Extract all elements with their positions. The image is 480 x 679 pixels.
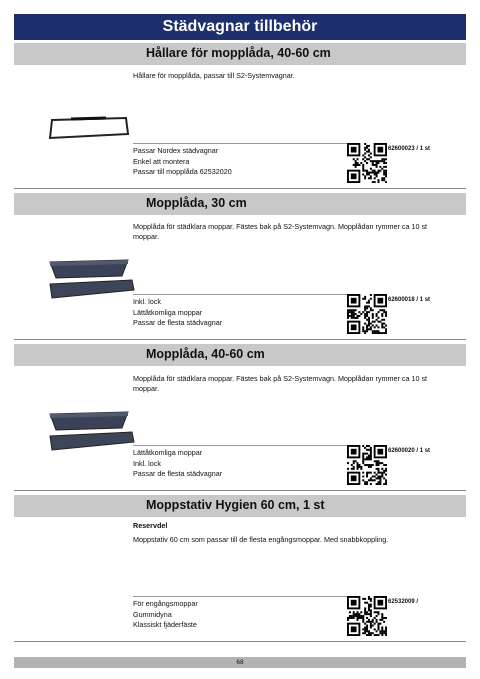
feature-item: Passar Nordex städvagnar (133, 146, 219, 155)
feature-item: Lättåtkomliga moppar (133, 448, 203, 457)
feature-item: Enkel att montera (133, 156, 190, 166)
product-section (14, 495, 466, 517)
mop-box-image (36, 252, 136, 304)
holder-frame-image (36, 112, 136, 144)
page-footer (14, 657, 466, 668)
feature-list (133, 294, 353, 329)
feature-item: Klassiskt fjäderfäste (133, 620, 197, 629)
article-number: 62600020 / 1 st (388, 448, 431, 454)
product-description: Mopplåda för städklara moppar. Fästes bak på S2-Systemvagn. Mopplådan rymmer ca 10 st moppar. (133, 222, 428, 241)
article-number: 62532009 / (388, 599, 419, 605)
feature-list (133, 143, 353, 178)
feature-item: Gummidyna (133, 609, 172, 619)
section-divider (14, 188, 466, 189)
feature-item: Inkl. lock (133, 297, 161, 306)
feature-list (133, 445, 353, 480)
product-description: Hållare för mopplåda, passar till S2-Systemvagnar. (133, 71, 295, 80)
feature-item: För engångsmoppar (133, 599, 198, 608)
section-divider (14, 490, 466, 491)
product-title: Mopplåda, 30 cm (146, 196, 247, 210)
feature-item: Inkl. lock (133, 458, 161, 468)
feature-list (133, 596, 353, 631)
qr-code-icon (347, 596, 387, 636)
feature-item: Passar de flesta städvagnar (133, 469, 223, 478)
product-description: Moppstativ 60 cm som passar till de flesta engångsmoppar. Med snabbkoppling. (133, 535, 389, 544)
section-divider (14, 641, 466, 642)
product-section (14, 193, 466, 215)
article-number: 62600018 / 1 st (388, 297, 431, 303)
product-title-bar (14, 344, 466, 366)
qr-code-icon (347, 143, 387, 183)
section-divider (14, 339, 466, 340)
product-subheading: Reservdel (133, 521, 168, 530)
product-title: Moppstativ Hygien 60 cm, 1 st (146, 498, 325, 512)
product-description: Mopplåda för städklara moppar. Fästes bak på S2-Systemvagn. Mopplådan rymmer ca 10 st moppar. (133, 374, 428, 393)
product-title: Mopplåda, 40-60 cm (146, 347, 265, 361)
product-section (14, 344, 466, 366)
feature-item: Lättåtkomliga moppar (133, 307, 203, 317)
product-title-bar (14, 193, 466, 215)
article-number: 62600023 / 1 st (388, 146, 431, 152)
page-number: 68 (236, 659, 244, 666)
feature-item: Passar de flesta städvagnar (133, 318, 223, 327)
product-section (14, 43, 466, 65)
qr-code-icon (347, 445, 387, 485)
product-title-bar (14, 495, 466, 517)
product-title: Hållare för mopplåda, 40-60 cm (146, 46, 331, 60)
feature-item: Passar till mopplåda 62532020 (133, 167, 232, 176)
mop-box-image (36, 404, 136, 456)
product-title-bar (14, 43, 466, 65)
page-title: Städvagnar tillbehör (14, 14, 466, 40)
qr-code-icon (347, 294, 387, 334)
